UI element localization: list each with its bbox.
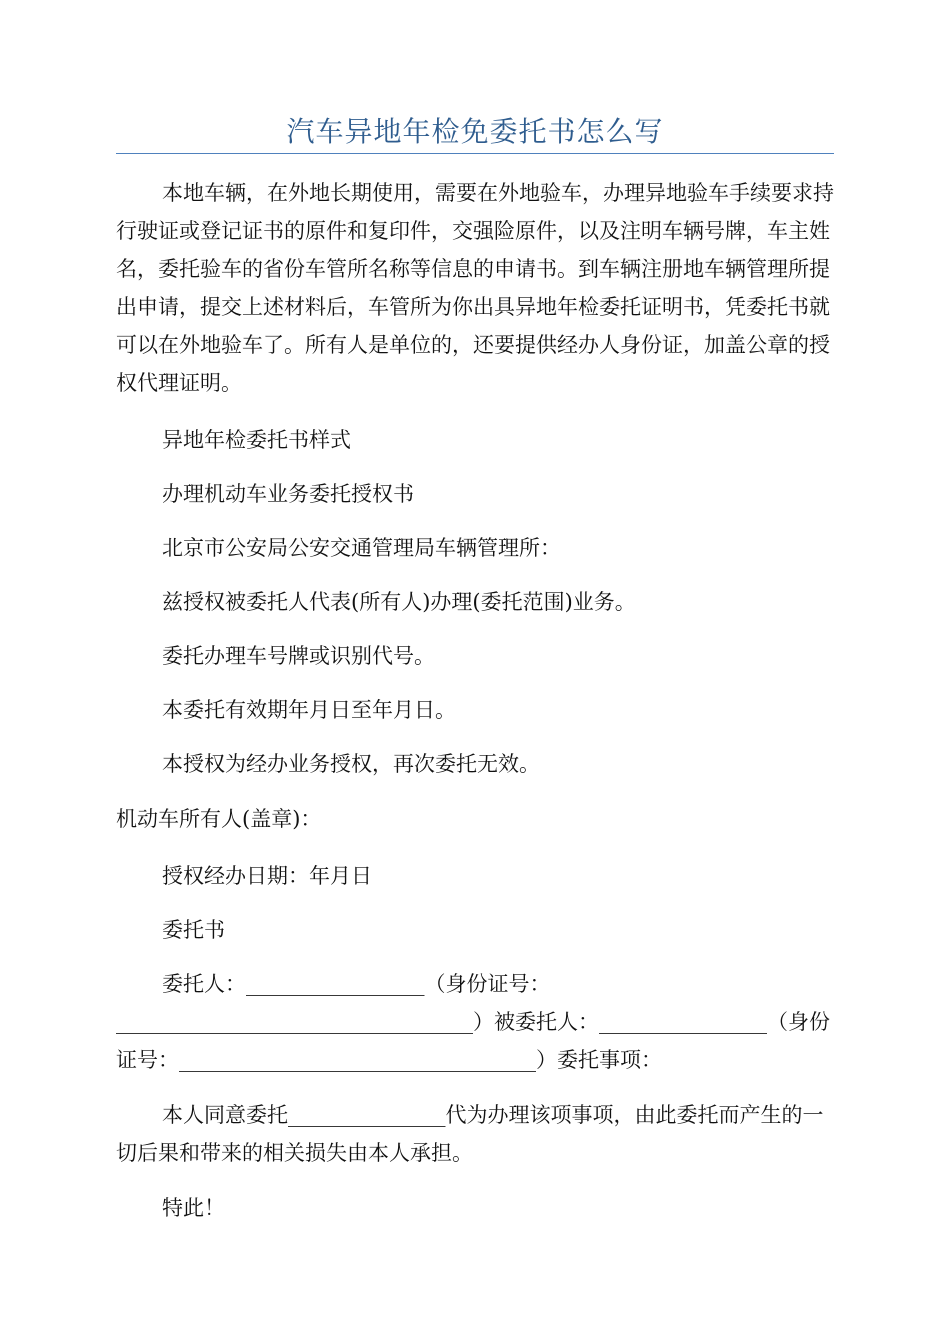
title-underline [116, 153, 834, 154]
authorization-date-line: 授权经办日期：年月日 [162, 864, 372, 888]
letter-heading: 委托书 [162, 918, 225, 942]
owner-seal-line: 机动车所有人(盖章)： [116, 807, 322, 831]
one-time-line: 本授权为经办业务授权，再次委托无效。 [162, 752, 540, 776]
sample-heading: 异地年检委托书样式 [162, 428, 351, 452]
parties-paragraph: 委托人：_________________（身份证号：__________________________________）被委托人：________________（身份证号：__________________________________）委托事项： [116, 972, 830, 1072]
addressee-line: 北京市公安局公安交通管理局车辆管理所： [162, 536, 561, 560]
validity-line: 本委托有效期年月日至年月日。 [162, 698, 456, 722]
closing-line: 特此！ [162, 1196, 225, 1220]
authorization-title: 办理机动车业务委托授权书 [162, 482, 414, 506]
intro-paragraph: 本地车辆，在外地长期使用，需要在外地验车，办理异地验车手续要求持行驶证或登记证书的原件和复印件，交强险原件，以及注明车辆号牌，车主姓名，委托验车的省份车管所名称等信息的申请书。到车辆注册地车辆管理所提出申请，提交上述材料后，车管所为你出具异地年检委托证明书，凭委托书就可以在外地验车了。所有人是单位的，还要提供经办人身份证，加盖公章的授权代理证明。 [116, 181, 834, 395]
consent-paragraph: 本人同意委托_______________代为办理该项事项，由此委托而产生的一切后果和带来的相关损失由本人承担。 [116, 1103, 824, 1165]
plate-line: 委托办理车号牌或识别代号。 [162, 644, 435, 668]
authorize-line: 兹授权被委托人代表(所有人)办理(委托范围)业务。 [162, 590, 636, 614]
page-title: 汽车异地年检免委托书怎么写 [286, 115, 664, 148]
